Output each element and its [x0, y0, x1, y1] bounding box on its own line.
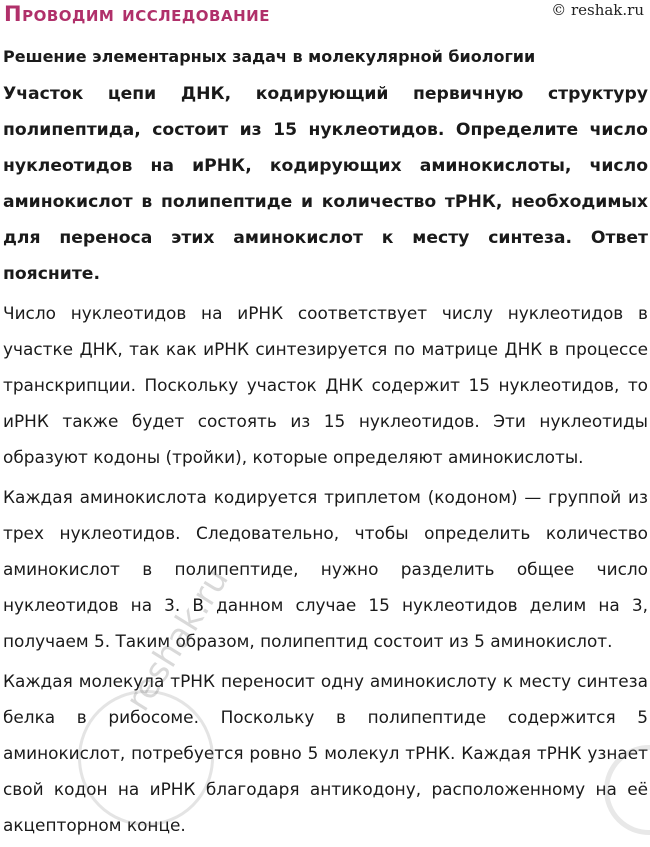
- watermark-text: reshak.ru: [118, 561, 237, 719]
- copyright-notice: © reshak.ru: [551, 1, 644, 19]
- topic-subtitle: Решение элементарных задач в молекулярной биологии: [3, 47, 536, 66]
- section-title: Проводим исследование: [4, 2, 270, 26]
- task-statement: Участок цепи ДНК, кодирующий первичную структуру полипептида, состоит из 15 нуклеотидов. Определите число нуклеотидов на иРНК, кодирующих аминокислоты, число аминокислот в полипептиде и количество тРНК, необходимых для переноса этих аминокислот к месту синтеза. Ответ поясните.: [3, 84, 648, 284]
- main-content: [3, 44, 648, 847]
- answer-paragraph-1: Число нуклеотидов на иРНК соответствует числу нуклеотидов в участке ДНК, так как иРНК синтезируется по матрице ДНК в процессе транскрипции. Поскольку участок ДНК содержит 15 нуклеотидов, то иРНК также будет состоять из 15 нуклеотидов. Эти нуклеотиды образуют кодоны (тройки), которые определяют аминокислоты.: [3, 303, 648, 467]
- answer-paragraph-2: Каждая аминокислота кодируется триплетом (кодоном) — группой из трех нуклеотидов. Следовательно, чтобы определить количество аминокислот в полипептиде, нужно разделить общее число нуклеотидов на 3. В данном случае 15 нуклеотидов делим на 3, получаем 5. Таким образом, полипептид состоит из 5 аминокислот.: [3, 487, 648, 651]
- answer-paragraph-3: Каждая молекула тРНК переносит одну аминокислоту к месту синтеза белка в рибосоме. Поскольку в полипептиде содержится 5 аминокислот, потребуется ровно 5 молекул тРНК. Каждая тРНК узнает свой кодон на иРНК благодаря антикодону, расположенному на её акцепторном конце.: [3, 671, 648, 835]
- page-header: [0, 0, 650, 34]
